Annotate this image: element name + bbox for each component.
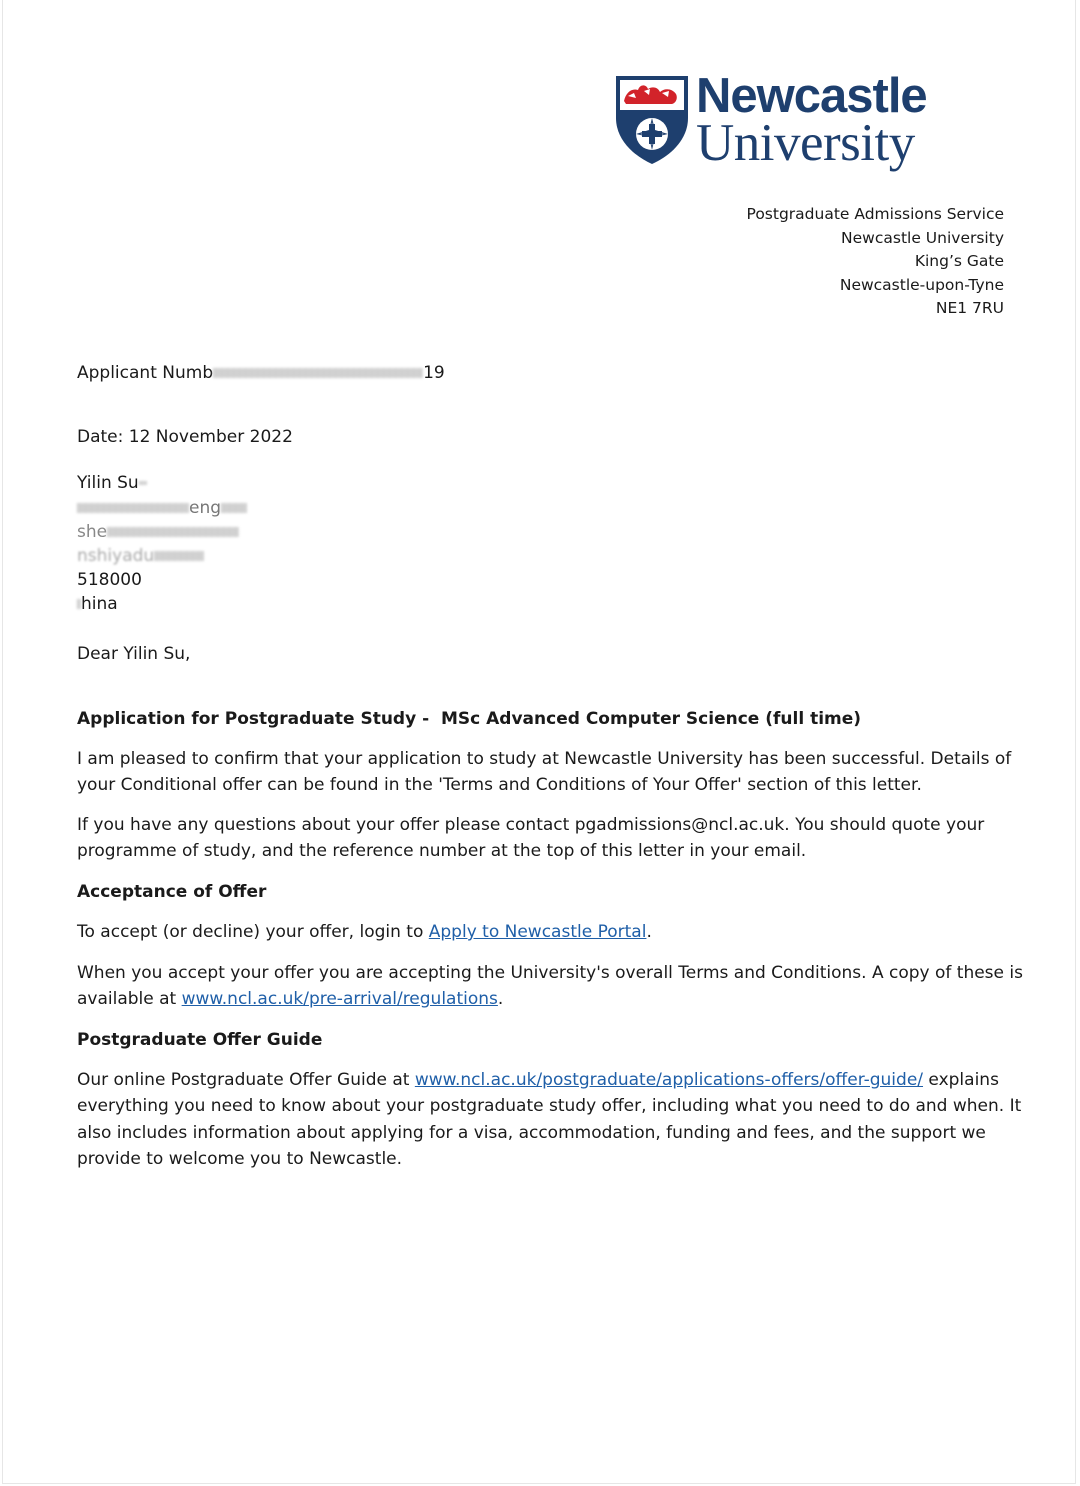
recipient-name: Yilin Su <box>77 471 147 495</box>
applicant-number-label: Applicant Numb <box>77 363 214 383</box>
redaction-blur <box>154 551 204 561</box>
logo-wordmark-university: University <box>696 114 915 172</box>
recipient-line-4: nshiyadu <box>77 544 204 568</box>
acceptance-paragraph: To accept (or decline) your offer, login to Apply to Newcastle Portal. <box>77 922 652 942</box>
subject-heading: Application for Postgraduate Study - MSc Advanced Computer Science (full time) <box>77 709 862 729</box>
acceptance-heading: Acceptance of Offer <box>77 882 267 902</box>
terms-paragraph: When you accept your offer you are accepting the University's overall Terms and Conditions. A copy of these is available at www.ncl.ac.uk/pre-arrival/regulations. <box>77 963 1023 1010</box>
recipient-country: hina <box>77 592 118 616</box>
logo-wordmark-newcastle: Newcastle <box>696 69 927 123</box>
university-logo <box>614 69 964 182</box>
address-line: NE1 7RU <box>935 299 1004 317</box>
address-line: King’s Gate <box>914 252 1004 270</box>
offer-guide-heading: Postgraduate Offer Guide <box>77 1030 323 1050</box>
redaction-blur <box>107 527 239 537</box>
redaction-blur <box>213 368 423 378</box>
letter-date: Date: 12 November 2022 <box>77 427 293 447</box>
address-line: Newcastle-upon-Tyne <box>839 275 1004 294</box>
address-line: Newcastle University <box>841 228 1004 247</box>
applicant-number <box>77 360 445 386</box>
recipient-postcode: 518000 <box>77 570 142 590</box>
sender-address <box>747 203 1004 321</box>
apply-portal-link[interactable]: Apply to Newcastle Portal <box>428 922 647 942</box>
offer-guide-paragraph: Our online Postgraduate Offer Guide at www.ncl.ac.uk/postgraduate/applications-offers/offer-guide/ explains everything you need to know about your postgraduate study offer, including what you need to do and when. It also includes information about applying for a visa, accommodation, funding and fees, and the support we provide to welcome you to Newcastle. <box>77 1070 1022 1169</box>
questions-paragraph: If you have any questions about your offer please contact pgadmissions@ncl.ac.uk. You should quote your programme of study, and the reference number at the top of this letter in your email. <box>77 815 985 862</box>
redaction-blur <box>77 503 189 513</box>
address-line: Postgraduate Admissions Service <box>746 205 1004 223</box>
university-crest-icon <box>614 74 690 166</box>
applicant-number-suffix: 19 <box>423 363 445 383</box>
regulations-link[interactable]: www.ncl.ac.uk/pre-arrival/regulations <box>181 989 498 1010</box>
confirmation-paragraph: I am pleased to confirm that your application to study at Newcastle University has been successful. Details of your Conditional offer can be found in the 'Terms and Conditions of Your Offer' section of this letter. <box>77 749 1012 796</box>
offer-guide-link[interactable]: www.ncl.ac.uk/postgraduate/applications-offers/offer-guide/ <box>414 1070 924 1090</box>
recipient-line-3: she <box>77 520 239 544</box>
salutation: Dear Yilin Su, <box>77 644 191 664</box>
recipient-line-2: eng <box>77 496 247 520</box>
